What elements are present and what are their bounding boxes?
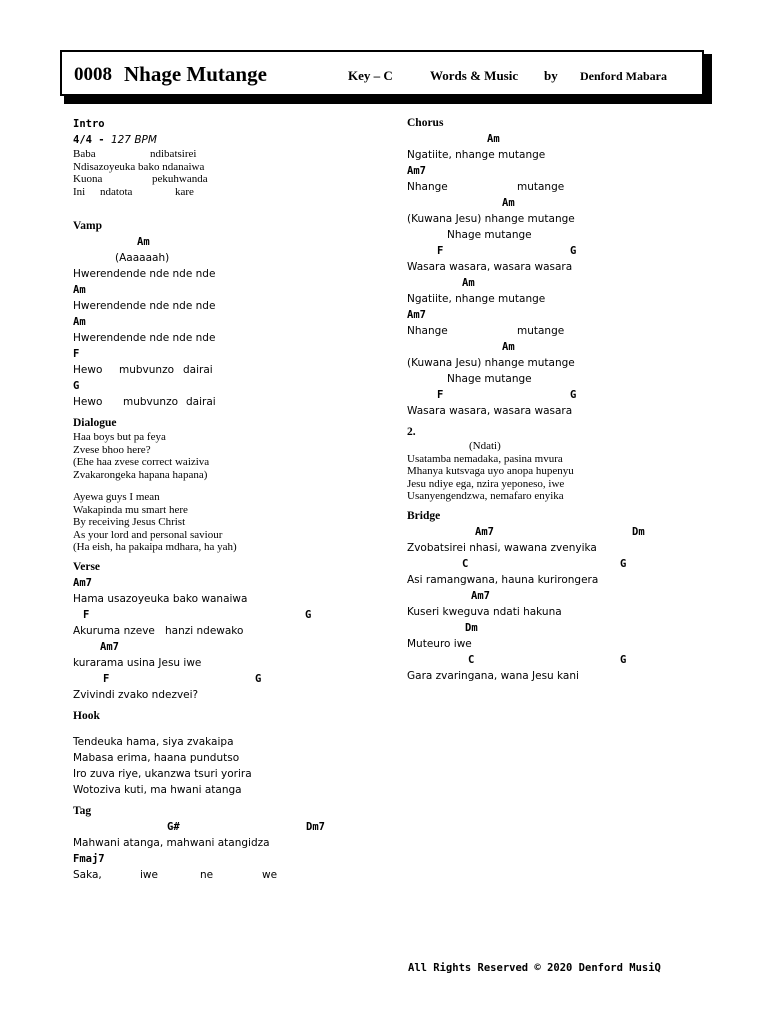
lyric-line: Hama usazoyeuka bako wanaiwa [73, 592, 248, 605]
lyric-line: (Kuwana Jesu) nhange mutange [407, 357, 575, 369]
lyric-line: Kuseri kweguva ndati hakuna [407, 605, 562, 618]
right-column [407, 115, 727, 684]
chord-row [73, 607, 403, 623]
lyric-word: mutange [517, 181, 565, 193]
chord-row [73, 234, 403, 250]
part2-line: Usatamba nemadaka, pasina mvura [407, 452, 563, 465]
bridge-heading: Bridge [407, 509, 441, 522]
lyric-word: mubvunzo [119, 364, 175, 376]
chord: G# [167, 820, 180, 833]
chord-row [407, 556, 727, 572]
lyric-word: mubvunzo [123, 396, 179, 408]
chord-row [407, 652, 727, 668]
lyric-line: Tendeuka hama, siya zvakaipa [73, 735, 234, 748]
intro-word: ndibatsirei [150, 148, 197, 160]
lyric-word: ne [200, 868, 214, 881]
chord-row [73, 314, 403, 330]
lyric-line: Zvobatsirei nhasi, wawana zvenyika [407, 541, 597, 554]
lyric-line: Asi ramangwana, hauna kurirongera [407, 573, 599, 586]
chord-row [407, 588, 727, 604]
words-music-label: Words & Music [430, 68, 519, 83]
chord: C [462, 557, 469, 570]
chord: Am [502, 341, 515, 353]
tag-heading: Tag [73, 804, 92, 817]
lyric-word: Akuruma nzeve [73, 624, 155, 637]
chord: G [620, 557, 627, 570]
lyric-line: Wasara wasara, wasara wasara [407, 405, 573, 417]
chord: Dm [465, 621, 478, 634]
lyric-word: iwe [140, 868, 158, 881]
chord-row [407, 243, 727, 259]
lyric-line [73, 623, 403, 639]
chord-row [407, 339, 727, 355]
part2-line: Usanyengendzwa, nemafaro enyika [407, 490, 564, 502]
song-key: Key – C [348, 68, 393, 83]
lyric-line [73, 867, 403, 883]
chorus-heading: Chorus [407, 117, 444, 129]
chord: Am [73, 284, 86, 296]
lyric-line: Wotoziva kuti, ma hwani atanga [73, 783, 242, 796]
lyric-line: Ngatiite, nhange mutange [407, 149, 546, 161]
song-header [60, 50, 704, 96]
chord: G [73, 380, 80, 392]
chord-row [407, 307, 727, 323]
chord-row [407, 620, 727, 636]
chord: Dm [632, 525, 645, 538]
lyric-line [73, 394, 403, 410]
lyric-line: Hwerendende nde nde nde [73, 332, 216, 344]
intro-word: ndatota [100, 185, 133, 198]
lyric-word: Nhange [407, 181, 448, 193]
lyric-line: Muteuro iwe [407, 637, 472, 650]
chord: Am7 [407, 309, 426, 321]
dialogue-line: By receiving Jesus Christ [73, 516, 186, 528]
intro-word: Ini [73, 185, 86, 198]
chord: G [570, 389, 577, 401]
lyric-line [407, 179, 727, 195]
part2-cue: (Ndati) [469, 440, 501, 452]
chord: C [468, 653, 475, 666]
chord-row [407, 163, 727, 179]
intro-word: Kuona [73, 173, 103, 185]
chord: F [73, 348, 80, 360]
lyric-line: Zvivindi zvako ndezvei? [73, 688, 199, 701]
dialogue-line: (Ha eish, ha pakaipa mdhara, ha yah) [73, 541, 237, 553]
chord: Dm7 [306, 820, 325, 833]
bpm: 127 BPM [110, 134, 157, 146]
chord: Am7 [471, 589, 490, 602]
intro-word: pekuhwanda [152, 173, 208, 185]
lyric-line: Wasara wasara, wasara wasara [407, 261, 573, 273]
lyric-line [73, 362, 403, 378]
lyric-line: Ngatiite, nhange mutange [407, 293, 546, 305]
verse-heading: Verse [73, 560, 101, 573]
dialogue-line: Zvakarongeka hapana hapana) [73, 468, 208, 481]
chord: Am [487, 133, 500, 145]
lyric-word: mutange [517, 325, 565, 337]
chord-row [407, 131, 727, 147]
chord-row [407, 195, 727, 211]
lyric-line: Nhage mutange [447, 373, 532, 385]
lyric-line: Mahwani atanga, mahwani atangidza [73, 836, 270, 849]
part2-heading: 2. [407, 426, 416, 438]
intro-line: Ndisazoyeuka bako ndanaiwa [73, 160, 205, 173]
lyric-word: Saka, [73, 868, 102, 881]
chord: G [305, 608, 312, 621]
chord: G [620, 653, 627, 666]
intro-tempo [73, 132, 403, 148]
chord: G [255, 672, 262, 685]
lyric-word: hanzi ndewako [165, 624, 244, 637]
chord-row [407, 524, 727, 540]
chord-row [73, 639, 403, 655]
lyric-word: Hewo [73, 364, 103, 376]
chord: Am7 [407, 165, 426, 177]
chord-row [73, 282, 403, 298]
part2-line: Mhanya kutsvaga uyo anopa hupenyu [407, 465, 574, 477]
chord: F [437, 389, 444, 401]
chord: Am7 [100, 640, 119, 653]
lyric-line: (Aaaaaah) [115, 252, 170, 264]
intro-line [73, 186, 403, 199]
chord: Am [502, 197, 515, 209]
song-number: 0008 [74, 64, 112, 85]
chord-row [407, 387, 727, 403]
chord-row [73, 671, 403, 687]
lyric-line: Hwerendende nde nde nde [73, 300, 216, 312]
lyric-line: Nhage mutange [447, 229, 532, 241]
lyric-word: Nhange [407, 325, 448, 337]
hook-heading: Hook [73, 709, 100, 722]
lyric-line: (Kuwana Jesu) nhange mutange [407, 213, 575, 225]
dialogue-line: Zvese bhoo here? [73, 443, 151, 456]
copyright-footer: All Rights Reserved © 2020 Denford MusiQ [408, 962, 661, 974]
part2-line: Jesu ndiye ega, nzira yeponeso, iwe [407, 477, 565, 490]
lyric-line [407, 323, 727, 339]
dialogue-heading: Dialogue [73, 417, 117, 429]
lyric-word: we [262, 868, 278, 881]
chord: Am7 [73, 576, 92, 589]
chord-row [73, 819, 403, 835]
song-title: Nhage Mutange [124, 62, 267, 86]
time-signature: 4/4 - [73, 134, 111, 146]
intro-word: Baba [73, 148, 96, 160]
dialogue-line: As your lord and personal saviour [73, 528, 223, 541]
lyric-line: Gara zvaringana, wana Jesu kani [407, 669, 579, 682]
chord-row [73, 378, 403, 394]
lyric-line: kurarama usina Jesu iwe [73, 656, 202, 669]
by-label: by [544, 68, 558, 83]
chord-row [73, 851, 403, 867]
chord: F [437, 245, 444, 257]
dialogue-line: Ayewa guys I mean [73, 491, 160, 503]
intro-line [73, 173, 403, 186]
lyric-word: Hewo [73, 396, 103, 408]
chord: F [103, 672, 110, 685]
chord: G [570, 245, 577, 257]
dialogue-line: (Ehe haa zvese correct waiziva [73, 456, 210, 468]
chord: Am [462, 277, 475, 289]
chord-row [73, 346, 403, 362]
dialogue-line: Wakapinda mu smart here [73, 503, 188, 516]
lyric-line: Iro zuva riye, ukanzwa tsuri yorira [73, 767, 252, 780]
chord: Am [137, 236, 150, 248]
chord: Am7 [475, 525, 494, 538]
lyric-line: Hwerendende nde nde nde [73, 268, 216, 280]
chord: Am [73, 316, 86, 328]
vamp-heading: Vamp [73, 220, 102, 232]
left-column [73, 116, 403, 883]
chord-row [73, 575, 403, 591]
lyric-word: dairai [186, 396, 216, 408]
intro-line [73, 148, 403, 161]
chord-row [407, 275, 727, 291]
intro-word: kare [175, 185, 194, 198]
lyric-line: Mabasa erima, haana pundutso [73, 751, 240, 764]
intro-heading: Intro [73, 118, 105, 130]
chord: Fmaj7 [73, 852, 105, 865]
dialogue-line: Haa boys but pa feya [73, 431, 166, 443]
lyric-word: dairai [183, 364, 213, 376]
author-name: Denford Mabara [580, 69, 667, 83]
chord: F [83, 608, 90, 621]
